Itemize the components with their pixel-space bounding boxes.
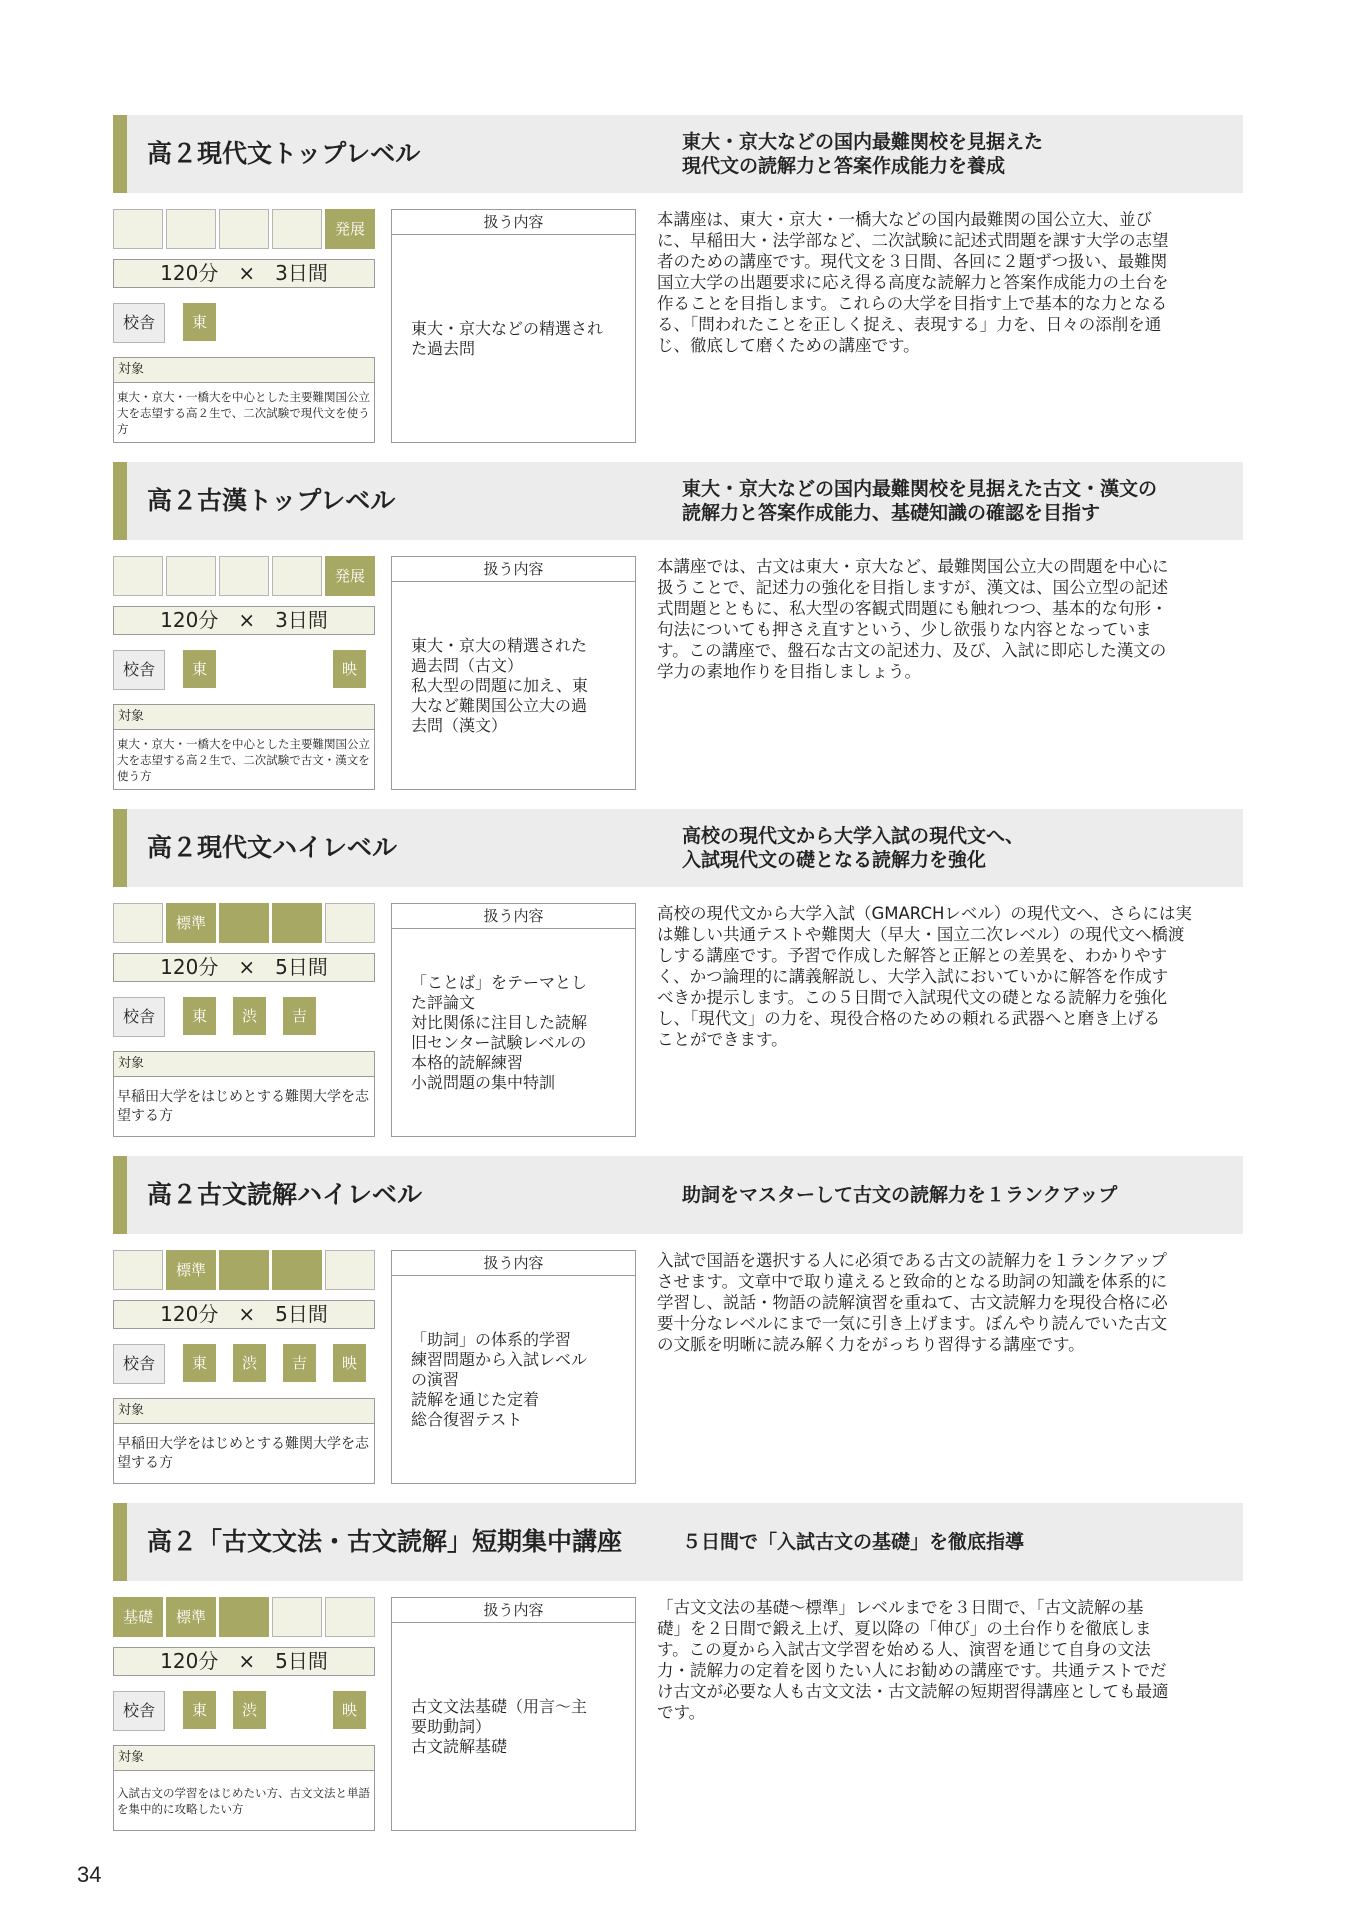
level-cell: 標準 <box>166 903 216 943</box>
description-line: に、早稲田大・法学部など、二次試験に記述式問題を課す大学の志望 <box>657 231 1169 250</box>
target-text: 早稲田大学をはじめとする難関大学を志望する方 <box>117 1089 369 1124</box>
course-duration: 120分 × 3日間 <box>113 606 375 635</box>
course-section <box>113 462 1243 792</box>
level-cell <box>272 903 322 943</box>
content-label: 扱う内容 <box>392 1251 635 1276</box>
course-description <box>657 903 1233 1050</box>
content-box <box>391 1250 636 1484</box>
description-line: 本講座では、古文は東大・京大など、最難関国公立大の問題を中心に <box>657 557 1169 576</box>
level-indicator <box>113 1250 375 1290</box>
campus-badge: 東 <box>183 303 216 341</box>
campus-badge: 吉 <box>283 997 316 1035</box>
target-text-wrap <box>114 383 374 443</box>
course-duration: 120分 × 5日間 <box>113 1300 375 1329</box>
content-text: 「助詞」の体系的学習 練習問題から入試レベル の演習 読解を通じた定着 総合復習テスト <box>411 1330 588 1429</box>
level-indicator <box>113 1597 375 1637</box>
course-title: 高２古文読解ハイレベル <box>147 1180 423 1209</box>
level-cell <box>272 556 322 596</box>
level-cell <box>272 209 322 249</box>
course-description <box>657 1597 1233 1723</box>
level-cell <box>166 556 216 596</box>
course-description <box>657 209 1233 356</box>
course-tagline <box>682 462 1242 540</box>
level-cell <box>219 903 269 943</box>
level-cell <box>219 556 269 596</box>
campus-row <box>113 1344 375 1384</box>
content-label: 扱う内容 <box>392 557 635 582</box>
target-label: 対象 <box>114 1052 374 1077</box>
content-label: 扱う内容 <box>392 210 635 235</box>
description-line: 「古文文法の基礎～標準」レベルまでを３日間で、「古文読解の基 <box>657 1598 1144 1617</box>
level-cell <box>219 1597 269 1637</box>
campus-row <box>113 650 375 690</box>
description-line: け古文が必要な人も古文文法・古文読解の短期習得講座としても最適 <box>657 1682 1169 1701</box>
content-label: 扱う内容 <box>392 904 635 929</box>
level-indicator <box>113 556 375 596</box>
content-box <box>391 1597 636 1831</box>
target-label: 対象 <box>114 1399 374 1424</box>
description-line: 高校の現代文から大学入試（GMARCHレベル）の現代文へ、さらには実 <box>657 904 1192 923</box>
level-indicator <box>113 903 375 943</box>
level-cell <box>113 556 163 596</box>
target-text-wrap <box>114 1077 374 1137</box>
target-text: 東大・京大・一橋大を中心とした主要難関国公立大を志望する高２生で、二次試験で現代文を使う方 <box>117 390 370 436</box>
campus-badge: 渋 <box>233 1344 266 1382</box>
description-line: し、「現代文」の力を、現役合格のための頼れる武器へと磨き上げる <box>657 1009 1161 1028</box>
course-duration: 120分 × 5日間 <box>113 1647 375 1676</box>
content-box <box>391 903 636 1137</box>
target-text-wrap <box>114 1424 374 1484</box>
course-title: 高２「古文文法・古文読解」短期集中講座 <box>147 1527 623 1556</box>
course-duration: 120分 × 3日間 <box>113 259 375 288</box>
campus-badge <box>233 303 266 341</box>
level-cell <box>325 1597 375 1637</box>
campus-badge: 渋 <box>233 997 266 1035</box>
course-section <box>113 809 1243 1139</box>
course-tagline <box>682 115 1242 193</box>
description-line: じ、徹底して磨くための講座です。 <box>657 336 920 355</box>
campus-badge: 東 <box>183 1691 216 1729</box>
target-text: 東大・京大・一橋大を中心とした主要難関国公立大を志望する高２生で、二次試験で古文・漢文を使う方 <box>117 737 370 783</box>
campus-badge: 東 <box>183 1344 216 1382</box>
course-section <box>113 1156 1243 1486</box>
target-label: 対象 <box>114 705 374 730</box>
level-cell <box>113 903 163 943</box>
description-line: しする講座です。予習で作成した解答と正解との差異を、わかりやす <box>657 946 1168 965</box>
campus-badge <box>333 303 366 341</box>
level-cell: 基礎 <box>113 1597 163 1637</box>
tagline-line: 高校の現代文から大学入試の現代文へ、 <box>682 825 1025 847</box>
description-line: 句法についても押さえ直すという、少し欲張りな内容となっていま <box>657 620 1152 639</box>
description-line: 力・読解力の定着を図りたい人にお勧めの講座です。共通テストでだ <box>657 1661 1167 1680</box>
tagline-line: 現代文の読解力と答案作成能力を養成 <box>682 155 1006 177</box>
level-cell <box>113 1250 163 1290</box>
description-line: 作ることを目指します。これらの大学を目指す上で基本的な力となる <box>657 294 1168 313</box>
description-line: 式問題とともに、私大型の客観式問題にも触れつつ、基本的な句形・ <box>657 599 1168 618</box>
campus-label: 校舎 <box>113 1691 165 1731</box>
course-header <box>113 115 1243 193</box>
content-text: 古文文法基礎（用言～主 要助動詞） 古文読解基礎 <box>411 1697 588 1756</box>
description-line: 国立大学の出題要求に応え得る高度な読解力と答案作成能力の土台を <box>657 273 1169 292</box>
description-line: ことができます。 <box>657 1030 788 1049</box>
course-header <box>113 1503 1243 1581</box>
target-box <box>113 357 375 443</box>
campus-badge: 東 <box>183 997 216 1035</box>
tagline-line: 助詞をマスターして古文の読解力を１ランクアップ <box>682 1184 1118 1206</box>
tagline-line: 読解力と答案作成能力、基礎知識の確認を目指す <box>682 502 1101 524</box>
level-cell <box>272 1250 322 1290</box>
course-description <box>657 1250 1233 1355</box>
description-line: べきか提示します。この５日間で入試現代文の礎となる読解力を強化 <box>657 988 1168 1007</box>
campus-row <box>113 997 375 1037</box>
description-line: 入試で国語を選択する人に必須である古文の読解力を１ランクアップ <box>657 1251 1168 1270</box>
target-box <box>113 1745 375 1831</box>
course-section <box>113 1503 1243 1833</box>
campus-row <box>113 1691 375 1731</box>
campus-badge <box>283 303 316 341</box>
level-indicator <box>113 209 375 249</box>
level-cell <box>219 209 269 249</box>
level-cell <box>325 1250 375 1290</box>
description-line: 扱うことで、記述力の強化を目指しますが、漢文は、国公立型の記述 <box>657 578 1169 597</box>
description-line: 学習し、説話・物語の読解演習を重ねて、古文読解力を現役合格に必 <box>657 1293 1168 1312</box>
tagline-line: ５日間で「入試古文の基礎」を徹底指導 <box>682 1531 1025 1553</box>
content-box <box>391 209 636 443</box>
description-line: す。この講座で、盤石な古文の記述力、及び、入試に即応した漢文の <box>657 641 1167 660</box>
target-text: 早稲田大学をはじめとする難関大学を志望する方 <box>117 1436 369 1471</box>
campus-badge: 東 <box>183 650 216 688</box>
tagline-line: 入試現代文の礎となる読解力を強化 <box>682 849 987 871</box>
campus-badge: 映 <box>333 650 366 688</box>
course-tagline <box>682 809 1242 887</box>
campus-badge: 映 <box>333 1344 366 1382</box>
target-box <box>113 1398 375 1484</box>
content-box <box>391 556 636 790</box>
target-box <box>113 704 375 790</box>
campus-label: 校舎 <box>113 1344 165 1384</box>
campus-label: 校舎 <box>113 997 165 1037</box>
target-box <box>113 1051 375 1137</box>
course-tagline <box>682 1503 1242 1581</box>
campus-label: 校舎 <box>113 303 165 343</box>
target-text-wrap <box>114 730 374 790</box>
target-label: 対象 <box>114 1746 374 1771</box>
level-cell <box>325 903 375 943</box>
level-cell: 発展 <box>325 556 375 596</box>
description-line: 者のための講座です。現代文を３日間、各回に２題ずつ扱い、最難関 <box>657 252 1168 271</box>
level-cell <box>166 209 216 249</box>
page-number: 34 <box>77 1862 102 1887</box>
description-line: す。この夏から入試古文学習を始める人、演習を通じて自身の文法 <box>657 1640 1151 1659</box>
course-title: 高２現代文ハイレベル <box>147 833 398 862</box>
campus-badge <box>283 1691 316 1729</box>
course-header <box>113 462 1243 540</box>
tagline-line: 東大・京大などの国内最難関校を見据えた古文・漢文の <box>682 478 1158 500</box>
course-section <box>113 115 1243 445</box>
course-tagline <box>682 1156 1242 1234</box>
content-text: 東大・京大などの精選された過去問 <box>411 319 604 358</box>
content-text: 「ことば」をテーマとし た評論文 対比関係に注目した読解 旧センター試験レベルの 本格的読解練習 小説問題の集中特訓 <box>411 973 588 1092</box>
description-line: く、かつ論理的に講義解説し、大学入試においていかに解答を作成す <box>657 967 1169 986</box>
campus-badge: 映 <box>333 1691 366 1729</box>
tagline-line: 東大・京大などの国内最難関校を見据えた <box>682 131 1044 153</box>
level-cell: 標準 <box>166 1597 216 1637</box>
campus-row <box>113 303 375 343</box>
course-description <box>657 556 1233 682</box>
campus-badge <box>283 650 316 688</box>
level-cell <box>219 1250 269 1290</box>
target-text: 入試古文の学習をはじめたい方、古文文法と単語を集中的に攻略したい方 <box>117 1786 370 1816</box>
course-title: 高２古漢トップレベル <box>147 486 396 515</box>
description-line: る、「問われたことを正しく捉え、表現する」力を、日々の添削を通 <box>657 315 1162 334</box>
level-cell <box>113 209 163 249</box>
course-header <box>113 1156 1243 1234</box>
description-line: 学力の素地作りを目指しましょう。 <box>657 662 921 681</box>
description-line: させます。文章中で取り違えると致命的となる助詞の知識を体系的に <box>657 1272 1168 1291</box>
campus-badge <box>233 650 266 688</box>
course-header <box>113 809 1243 887</box>
description-line: 要十分なレベルにまで一気に引き上げます。ぼんやり読んでいた古文 <box>657 1314 1168 1333</box>
campus-badge <box>333 997 366 1035</box>
level-cell: 発展 <box>325 209 375 249</box>
description-line: 礎」を２日間で鍛え上げ、夏以降の「伸び」の土台作りを徹底しま <box>657 1619 1152 1638</box>
content-label: 扱う内容 <box>392 1598 635 1623</box>
target-label: 対象 <box>114 358 374 383</box>
course-duration: 120分 × 5日間 <box>113 953 375 982</box>
description-line: は難しい共通テストや難関大（早大・国立二次レベル）の現代文へ橋渡 <box>657 925 1185 944</box>
description-line: の文脈を明晰に読み解く力をがっちり習得する講座です。 <box>657 1335 1085 1354</box>
description-line: です。 <box>657 1703 706 1722</box>
course-title: 高２現代文トップレベル <box>147 139 421 168</box>
campus-label: 校舎 <box>113 650 165 690</box>
description-line: 本講座は、東大・京大・一橋大などの国内最難関の国公立大、並び <box>657 210 1152 229</box>
campus-badge: 吉 <box>283 1344 316 1382</box>
level-cell: 標準 <box>166 1250 216 1290</box>
level-cell <box>272 1597 322 1637</box>
target-text-wrap <box>114 1771 374 1831</box>
content-text: 東大・京大の精選された 過去問（古文） 私大型の問題に加え、東 大など難関国公立大の過 去問（漢文） <box>411 636 588 735</box>
campus-badge: 渋 <box>233 1691 266 1729</box>
